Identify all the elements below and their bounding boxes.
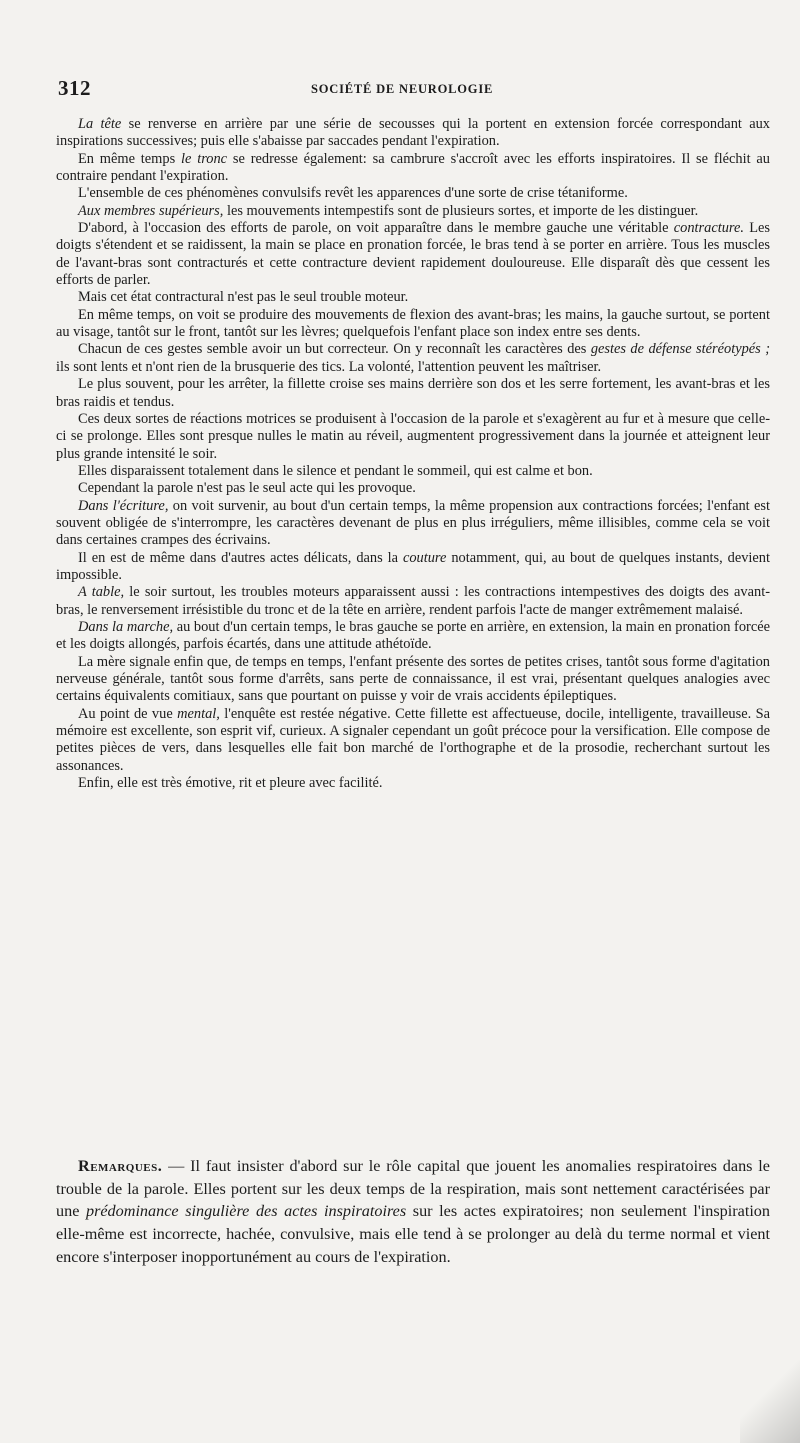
paragraph [56,185,770,202]
italic-text: Dans l'écriture, [78,497,169,514]
text-run: se renverse en arrière par une série de secousses qui la portent en extension forcée correspondant aux inspirations successives; puis elle s'abaisse par saccades pendant l'expiration. [56,116,770,150]
paragraph [56,550,770,585]
italic-text: Dans la marche, [78,618,174,635]
paragraph [56,116,770,151]
text-run: se redresse également: sa cambrure s'accroît avec les efforts inspiratoires. Il se fléchit au contraire pendant l'expiration. [56,150,770,185]
italic-text: gestes de défense stéréotypés ; [590,341,770,358]
paragraph [56,480,770,497]
page-edge-shadow [740,1360,800,1443]
paragraph [56,341,770,376]
section-label: Remarques. [78,1157,163,1175]
paragraph [56,307,770,342]
paragraph [56,220,770,289]
italic-text: le tronc [181,150,228,167]
remarks-paragraph [56,1155,770,1269]
paragraph [56,775,770,792]
running-title: SOCIÉTÉ DE NEUROLOGIE [311,82,494,96]
text-run: sur les actes expiratoires; non seulement l'inspiration elle-même est incorrecte, hachée, convulsive, mais elle tend à se prolonger au delà du terme normal et vient encore s'interposer inopportunément au cours de l'expiration. [56,1202,770,1266]
italic-text: A table, [78,584,125,601]
text-run: Elles disparaissent totalement dans le silence et pendant le sommeil, qui est calme et bon. [78,462,593,479]
text-run: Chacun de ces gestes semble avoir un but correcteur. On y reconnaît les caractères des [78,341,591,358]
italic-text: contracture. [673,220,744,237]
italic-text: couture [402,549,447,566]
case-description-text [56,116,770,792]
text-run: Le plus souvent, pour les arrêter, la fillette croise ses mains derrière son dos et les serre fortement, les avant-bras et les bras raidis et tendus. [56,376,770,410]
text-run: Au point de vue [78,705,178,722]
paragraph [56,376,770,411]
italic-text: La tête [78,116,122,132]
italic-text: prédominance singulière des actes inspiratoires [85,1202,407,1221]
remarks-section [56,1155,770,1269]
text-run: En même temps, on voit se produire des mouvements de flexion des avant-bras; les mains, la gauche surtout, se portent au visage, tantôt sur le front, tantôt sur les lèvres; quelquefois l'enfant place son index entre ses dents. [56,306,770,341]
paragraph [56,463,770,480]
text-run: au bout d'un certain temps, le bras gauche se porte en arrière, en extension, la main en pronation forcée et les doigts allongés, parfois écartés, dans une attitude athétoïde. [56,618,770,653]
page-header [58,76,773,100]
text-run: ils sont lents et n'ont rien de la brusquerie des tics. La volonté, l'attention peuvent les maîtriser. [56,358,602,375]
text-run: Les doigts s'étendent et se raidissent, la main se place en pronation forcée, le bras tend à se porter en arrière. Tous les muscles de l'avant-bras sont contracturés et cette contracture devient rapidement douloureuse. Elle disparaît dès que cessent les efforts de parler. [56,220,770,289]
text-run: La mère signale enfin que, de temps en temps, l'enfant présente des sortes de petites crises, tantôt sous forme d'agitation nerveuse générale, tantôt sous forme d'arrêts, sans perte de connaissance, il est vrai, présentant quelques analogies avec certains équivalents comitiaux, sans que pourtant on puisse y voir de vrais accidents épileptiques. [56,653,770,705]
text-run: les mouvements intempestifs sont de plusieurs sortes, et importe de les distinguer. [223,202,699,219]
text-run: le soir surtout, les troubles moteurs apparaissent aussi : les contractions intempestives des doigts des avant-bras, le renversement irrésistible du tronc et de la tête en arrière, rendent parfois l'acte de manger extrêmement malaisé. [56,584,770,618]
text-run: En même temps [78,150,181,167]
paragraph [56,584,770,619]
text-run: on voit survenir, au bout d'un certain temps, la même propension aux contractions forcées; l'enfant est souvent obligée de s'interrompre, les caractères devenant de plus en plus irréguliers, même illisibles, comme cela se voit dans certaines crampes des écrivains. [56,497,770,549]
text-run: Ces deux sortes de réactions motrices se produisent à l'occasion de la parole et s'exagèrent au fur et à mesure que celle-ci se prolonge. Elles sont presque nulles le matin au réveil, augmentent progressivement dans la journée et atteignent leur plus grande intensité le soir. [56,410,770,462]
italic-text: Aux membres supérieurs, [78,202,224,219]
text-run: D'abord, à l'occasion des efforts de parole, on voit apparaître dans le membre gauche une véritable [78,220,674,237]
paragraph [56,411,770,463]
text-run: Enfin, elle est très émotive, rit et pleure avec facilité. [78,775,383,792]
text-run: Il en est de même dans d'autres actes délicats, dans la [78,549,403,566]
text-run: Mais cet état contractural n'est pas le seul trouble moteur. [78,289,409,306]
text-run: notamment, qui, au bout de quelques instants, devient impossible. [56,549,770,583]
text-run: l'enquête est restée négative. Cette fillette est affectueuse, docile, intelligente, travailleuse. Sa mémoire est excellente, son esprit vif, curieux. A signaler cependant un goût précoce pour la versification. Elle compose de petites pièces de vers, dans lesquelles elle fait bon marché de l'orthographe et de la prosodie, recherchant surtout les assonances. [56,705,770,774]
paragraph [56,654,770,706]
text-run: L'ensemble de ces phénomènes convulsifs revêt les apparences d'une sorte de crise tétaniforme. [78,185,628,202]
paragraph [56,706,770,775]
paragraph [56,619,770,654]
paragraph [56,203,770,220]
text-run: — Il faut insister d'abord sur le rôle capital que jouent les anomalies respiratoires dans le trouble de la parole. Elles portent sur les deux temps de la respiration, mais sont nettement caractérisées par une [56,1157,770,1221]
paragraph [56,151,770,186]
page-number: 312 [58,76,91,100]
paragraph [56,289,770,306]
italic-text: mental, [177,705,220,722]
text-run: Cependant la parole n'est pas le seul acte qui les provoque. [78,480,416,497]
paragraph [56,498,770,550]
